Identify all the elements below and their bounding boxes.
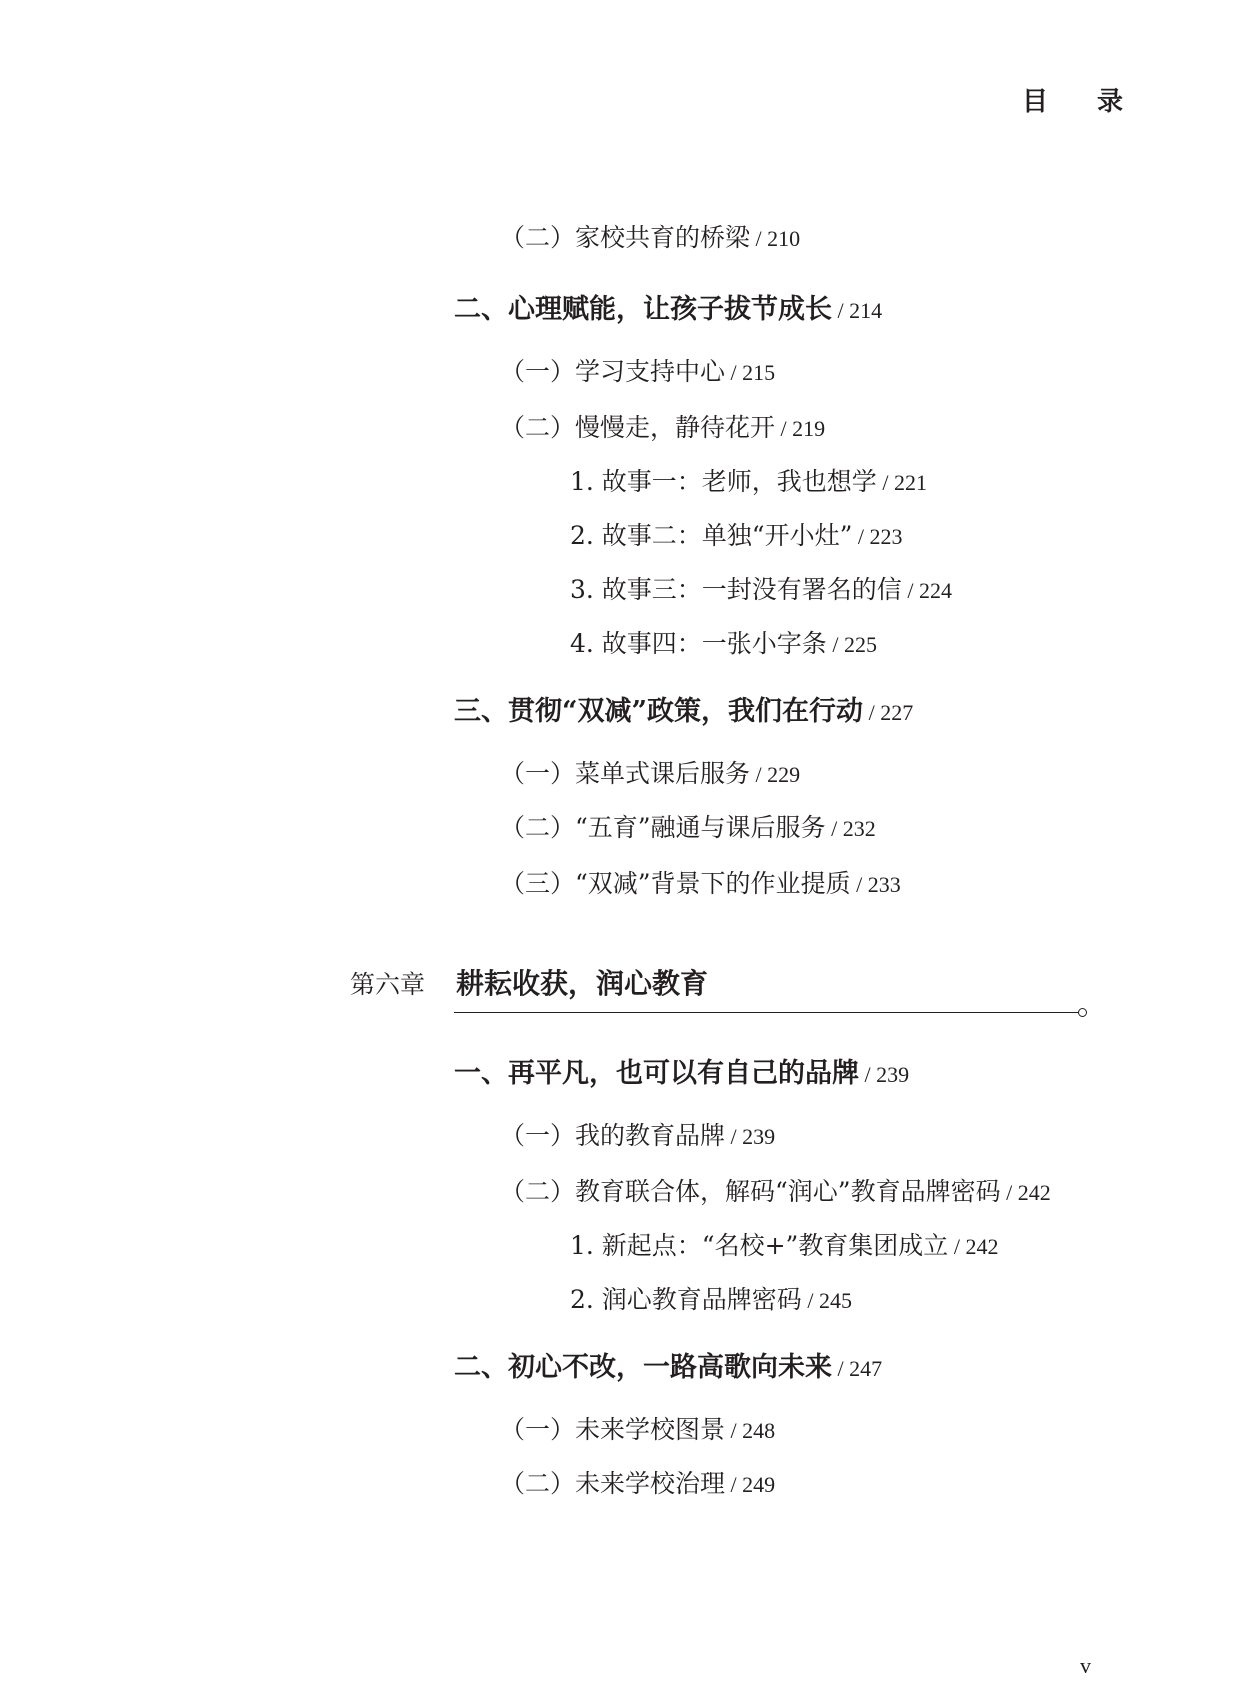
toc-separator: / [801, 1288, 819, 1313]
toc-separator: / [725, 1124, 743, 1149]
toc-separator: / [901, 578, 919, 603]
toc-separator: / [750, 226, 768, 251]
toc-entry-title: 4. 故事四：一张小字条 [570, 629, 827, 658]
toc-page-number: 245 [818, 1288, 852, 1313]
toc-entry-title: 2. 故事二：单独“开小灶” [570, 521, 853, 550]
toc-separator: / [850, 872, 868, 897]
toc-entry[interactable] [500, 1120, 775, 1152]
toc-entry-title: （二）慢慢走，静待花开 [500, 413, 776, 442]
toc-subentry[interactable] [570, 466, 927, 498]
toc-page-number: 239 [742, 1124, 776, 1149]
page-folio: v [1080, 1653, 1091, 1678]
chapter-label: 第六章 [350, 970, 426, 999]
toc-page-number: 221 [893, 470, 927, 495]
toc-entry[interactable] [500, 1176, 1051, 1208]
toc-page-number: 224 [918, 578, 952, 603]
toc-page-number: 233 [867, 872, 901, 897]
toc-entry-title: 一、再平凡，也可以有自己的品牌 [454, 1058, 859, 1089]
toc-page-number: 239 [876, 1062, 910, 1087]
toc-entry[interactable] [500, 1468, 775, 1500]
toc-separator: / [1000, 1180, 1018, 1205]
toc-entry-title: （三）“双减”背景下的作业提质 [500, 869, 851, 898]
toc-entry-title: （二）未来学校治理 [500, 1469, 726, 1498]
toc-entry-title: （一）菜单式课后服务 [500, 759, 751, 788]
toc-separator: / [876, 470, 894, 495]
toc-separator: / [948, 1234, 966, 1259]
toc-entry-title: 三、贯彻“双减”政策，我们在行动 [454, 696, 864, 727]
toc-separator: / [832, 1356, 850, 1381]
running-header: 目 录 [1022, 87, 1144, 117]
toc-page-number: 227 [880, 700, 914, 725]
chapter-rule [454, 1012, 1080, 1013]
toc-entry-title: 二、心理赋能，让孩子拔节成长 [454, 294, 832, 325]
toc-entry-title: 1. 故事一：老师，我也想学 [570, 467, 877, 496]
toc-page-number: 210 [767, 226, 801, 251]
toc-separator: / [750, 762, 768, 787]
toc-subentry[interactable] [570, 1284, 852, 1316]
toc-page-number: 225 [843, 632, 877, 657]
toc-entry[interactable] [500, 758, 800, 790]
toc-entry[interactable] [500, 1414, 775, 1446]
toc-entry-title: （一）我的教育品牌 [500, 1121, 726, 1150]
toc-entry-title: （二）教育联合体，解码“润心”教育品牌密码 [500, 1177, 1001, 1206]
toc-separator: / [775, 416, 793, 441]
toc-subentry[interactable] [570, 628, 877, 660]
toc-page-number: 242 [1017, 1180, 1051, 1205]
toc-subentry[interactable] [570, 1230, 998, 1262]
toc-entry-title: （二）“五育”融通与课后服务 [500, 813, 826, 842]
toc-section-heading[interactable] [454, 1058, 909, 1090]
toc-page-number: 215 [742, 360, 776, 385]
toc-subentry[interactable] [570, 520, 903, 552]
toc-page-number: 214 [849, 298, 883, 323]
toc-entry-title: 2. 润心教育品牌密码 [570, 1285, 802, 1314]
toc-entry[interactable] [500, 412, 825, 444]
toc-separator: / [825, 816, 843, 841]
toc-separator: / [725, 1418, 743, 1443]
toc-section-heading[interactable] [454, 294, 882, 326]
toc-separator: / [826, 632, 844, 657]
toc-separator: / [859, 1062, 877, 1087]
toc-page-number: 249 [742, 1472, 776, 1497]
toc-entry-title: 1. 新起点：“名校+”教育集团成立 [570, 1231, 949, 1260]
toc-page-number: 242 [965, 1234, 999, 1259]
toc-page-number: 248 [742, 1418, 776, 1443]
toc-entry[interactable] [500, 356, 775, 388]
toc-separator: / [863, 700, 881, 725]
toc-entry[interactable] [500, 868, 901, 900]
toc-entry-title: 3. 故事三：一封没有署名的信 [570, 575, 902, 604]
toc-separator: / [852, 524, 870, 549]
toc-page-number: 223 [869, 524, 903, 549]
rule-end-circle-icon [1078, 1008, 1087, 1017]
toc-section-heading[interactable] [454, 696, 913, 728]
toc-separator: / [832, 298, 850, 323]
toc-page-number: 247 [849, 1356, 883, 1381]
toc-section-heading[interactable] [454, 1352, 882, 1384]
toc-entry-title: （二）家校共育的桥梁 [500, 223, 751, 252]
chapter-title[interactable]: 耕耘收获，润心教育 [456, 967, 709, 1000]
toc-separator: / [725, 1472, 743, 1497]
toc-entry-title: （一）未来学校图景 [500, 1415, 726, 1444]
toc-entry[interactable] [500, 222, 800, 254]
toc-page-number: 229 [767, 762, 801, 787]
toc-entry-title: （一）学习支持中心 [500, 357, 726, 386]
toc-page-number: 219 [792, 416, 826, 441]
toc-entry[interactable] [500, 812, 876, 844]
toc-subentry[interactable] [570, 574, 952, 606]
toc-entry-title: 二、初心不改，一路高歌向未来 [454, 1352, 832, 1383]
toc-separator: / [725, 360, 743, 385]
toc-page-number: 232 [842, 816, 876, 841]
